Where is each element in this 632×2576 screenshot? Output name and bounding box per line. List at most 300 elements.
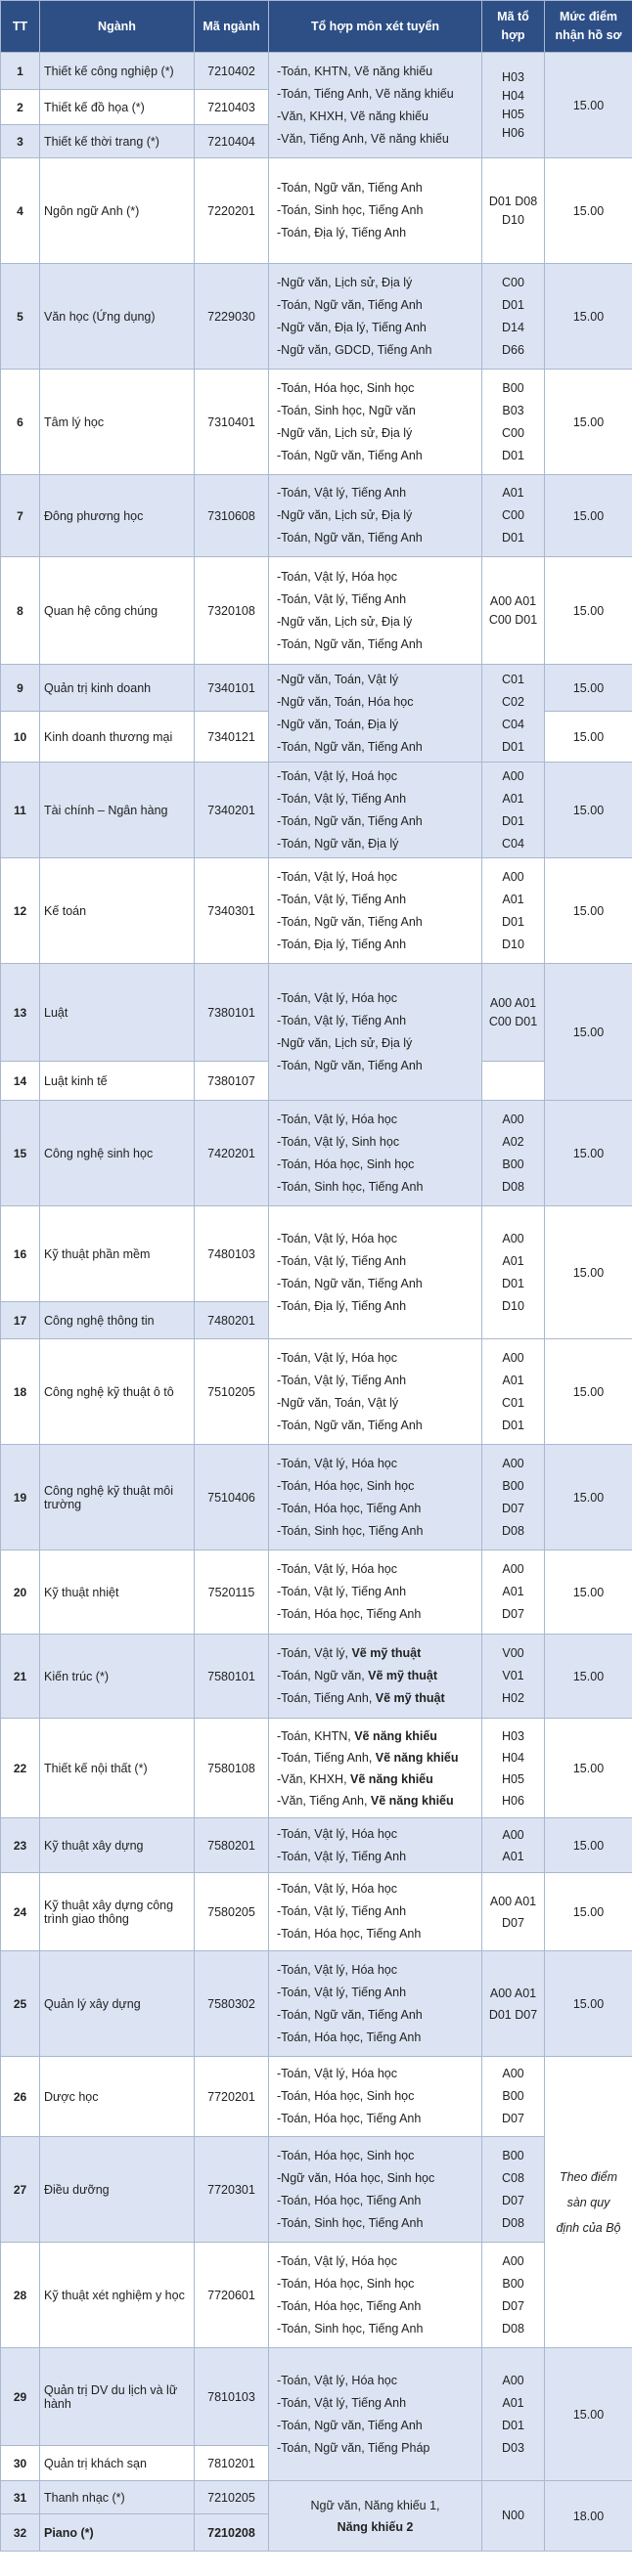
- code-line: D01 D07: [488, 2007, 538, 2022]
- row-code: 7210404: [195, 125, 269, 158]
- header-ma-nganh: Mã ngành: [195, 1, 269, 53]
- code-line: D01: [502, 1276, 524, 1290]
- score-cell: 15.00: [545, 1818, 632, 1873]
- row-name: Tài chính – Ngân hàng: [40, 763, 195, 858]
- code-line: B00: [502, 2276, 524, 2291]
- row-code: 7720601: [195, 2243, 269, 2348]
- row-tt: 3: [1, 125, 40, 158]
- score-cell: 15.00: [545, 712, 632, 763]
- code-line: D07: [502, 2193, 524, 2207]
- subject-line: -Ngữ văn, Hóa học, Sinh học: [277, 2170, 435, 2185]
- code-line: H06: [502, 1793, 524, 1808]
- score-cell: 15.00: [545, 665, 632, 712]
- code-line: C00 D01: [488, 612, 538, 627]
- subject-line: -Toán, Ngữ văn, Tiếng Anh: [277, 1276, 423, 1290]
- subject-line: -Toán, KHTN, Vẽ năng khiếu: [277, 64, 433, 78]
- score-cell: 15.00: [545, 964, 632, 1101]
- subject-line: -Toán, Vật lý, Tiếng Anh: [277, 486, 407, 500]
- subjects-cell: [269, 1951, 482, 2057]
- code-line: A00: [502, 1456, 524, 1470]
- code-line: D07: [502, 1501, 524, 1515]
- code-line: A00: [502, 1562, 524, 1576]
- table-row: [1, 763, 632, 858]
- header-to-hop: Tổ hợp môn xét tuyển: [269, 1, 482, 53]
- subject-line: -Toán, Vật lý, Tiếng Anh: [277, 1373, 407, 1387]
- subjects-cell: [269, 1339, 482, 1445]
- subject-line: -Toán, Vật lý, Hóa học: [277, 1562, 397, 1576]
- codes-cell: [482, 2348, 545, 2481]
- subject-line: -Toán, Địa lý, Tiếng Anh: [277, 1298, 407, 1313]
- code-line: D01: [502, 1418, 524, 1432]
- table-row: [1, 2348, 632, 2446]
- codes-cell: [482, 557, 545, 665]
- table-row: [1, 557, 632, 665]
- table-row: [1, 1818, 632, 1873]
- row-tt: 30: [1, 2446, 40, 2481]
- subject-line: -Toán, Sinh học, Ngữ văn: [277, 403, 416, 417]
- codes-cell: [482, 1339, 545, 1445]
- subject-line: -Toán, Sinh học, Tiếng Anh: [277, 2215, 424, 2230]
- subject-line: -Ngữ văn, Toán, Vật lý: [277, 672, 399, 686]
- header-tt: TT: [1, 1, 40, 53]
- subject-line: -Toán, Hóa học, Sinh học: [277, 1478, 415, 1493]
- row-tt: 4: [1, 158, 40, 264]
- empty-codes-cell: [482, 1062, 545, 1101]
- subject-line: -Ngữ văn, GDCD, Tiếng Anh: [277, 342, 432, 357]
- subject-line: -Toán, Vật lý, Hóa học: [277, 1231, 397, 1245]
- row-code: 7720201: [195, 2057, 269, 2137]
- code-line: B00: [502, 2148, 524, 2162]
- row-tt: 5: [1, 264, 40, 370]
- subject-line: -Toán, Vật lý, Hóa học: [277, 2253, 397, 2268]
- subject-line: [277, 1725, 474, 1747]
- score-cell: 15.00: [545, 53, 632, 158]
- code-line: C00: [502, 275, 524, 289]
- row-code: 7510205: [195, 1339, 269, 1445]
- row-code: 7580108: [195, 1719, 269, 1818]
- subject-line: -Văn, Tiếng Anh, Vẽ năng khiếu: [277, 131, 449, 146]
- row-name: Công nghệ sinh học: [40, 1101, 195, 1206]
- table-row: [1, 1873, 632, 1951]
- row-tt: 27: [1, 2137, 40, 2243]
- code-line: D14: [502, 320, 524, 334]
- row-code: 7310608: [195, 475, 269, 557]
- header-nganh: Ngành: [40, 1, 195, 53]
- row-name: Kiến trúc (*): [40, 1635, 195, 1719]
- code-line: D03: [502, 2440, 524, 2455]
- code-line: D07: [502, 2298, 524, 2313]
- subjects-cell: [269, 158, 482, 264]
- row-name: Luật: [40, 964, 195, 1062]
- subject-line: -Toán, Ngữ văn, Tiếng Anh: [277, 531, 423, 545]
- score-cell: 15.00: [545, 1719, 632, 1818]
- codes-cell: [482, 1206, 545, 1339]
- subjects-cell: [269, 475, 482, 557]
- code-line: H03: [502, 1728, 524, 1743]
- subject-line: -Toán, Vật lý, Hóa học: [277, 569, 397, 584]
- subjects-cell: [269, 53, 482, 158]
- code-line: A00: [502, 2253, 524, 2268]
- row-tt: 17: [1, 1302, 40, 1339]
- subject-text: -Toán, KHTN,: [277, 1728, 355, 1743]
- row-tt: 8: [1, 557, 40, 665]
- subject-line: [277, 1687, 474, 1710]
- subject-text: -Văn, Tiếng Anh,: [277, 1793, 371, 1808]
- subjects-cell: [269, 2057, 482, 2137]
- code-line: H03: [502, 69, 524, 84]
- header-ma-to-hop: Mã tổ hợp: [482, 1, 545, 53]
- code-line: D07: [502, 2112, 524, 2125]
- row-tt: 28: [1, 2243, 40, 2348]
- codes-cell: [482, 2057, 545, 2137]
- code-line: A00: [502, 1827, 524, 1842]
- row-name: Kỹ thuật phần mềm: [40, 1206, 195, 1302]
- score-cell: 15.00: [545, 557, 632, 665]
- row-tt: 20: [1, 1550, 40, 1635]
- row-name: Kỹ thuật xét nghiệm y học: [40, 2243, 195, 2348]
- code-line: A01: [502, 1253, 524, 1268]
- row-tt: 15: [1, 1101, 40, 1206]
- code-line: H02: [502, 1691, 524, 1705]
- table-row: [1, 964, 632, 1062]
- row-tt: 23: [1, 1818, 40, 1873]
- subject-line-bold: Năng khiếu 2: [337, 2519, 414, 2534]
- row-tt: 24: [1, 1873, 40, 1951]
- code-line: C02: [502, 694, 524, 709]
- subjects-cell: [269, 2481, 482, 2552]
- subject-line: -Toán, Ngữ văn, Tiếng Pháp: [277, 2440, 430, 2455]
- subject-line: -Toán, Vật lý, Tiếng Anh: [277, 591, 407, 606]
- subjects-cell: [269, 964, 482, 1101]
- codes-cell: [482, 1873, 545, 1951]
- subjects-cell: [269, 763, 482, 858]
- subject-line: -Toán, Vật lý, Tiếng Anh: [277, 1985, 407, 1999]
- score-cell: 15.00: [545, 1101, 632, 1206]
- code-line: A00: [502, 1112, 524, 1126]
- code-line: C04: [502, 836, 524, 851]
- codes-cell: [482, 1951, 545, 2057]
- row-tt: 29: [1, 2348, 40, 2446]
- code-line: V00: [502, 1646, 524, 1660]
- subject-line: -Toán, Ngữ văn, Tiếng Anh: [277, 2007, 423, 2022]
- code-line: D08: [502, 1523, 524, 1538]
- code-line: A01: [502, 1373, 524, 1387]
- subject-bold: Vẽ năng khiếu: [350, 1771, 433, 1786]
- subject-line: -Toán, Vật lý, Tiếng Anh: [277, 791, 407, 806]
- subject-line: -Ngữ văn, Toán, Vật lý: [277, 1395, 399, 1410]
- subjects-cell: [269, 665, 482, 763]
- subject-line: -Toán, Ngữ văn, Địa lý: [277, 836, 399, 851]
- subject-line: -Toán, Tiếng Anh, Vẽ năng khiếu: [277, 86, 454, 101]
- subject-line: -Toán, Hóa học, Tiếng Anh: [277, 2298, 422, 2313]
- code-line: A00: [502, 768, 524, 783]
- table-row: [1, 53, 632, 90]
- code-line: A00: [502, 1231, 524, 1245]
- code-line: A00 A01: [489, 1986, 537, 2000]
- row-code: 7310401: [195, 370, 269, 475]
- code-line: D01: [502, 2418, 524, 2432]
- subject-line: -Toán, Hóa học, Tiếng Anh: [277, 1927, 422, 1941]
- table-row: [1, 1339, 632, 1445]
- subjects-cell: [269, 370, 482, 475]
- codes-cell: [482, 858, 545, 964]
- subjects-cell: [269, 557, 482, 665]
- row-code: 7520115: [195, 1550, 269, 1635]
- row-code: 7220201: [195, 158, 269, 264]
- row-name: Điều dưỡng: [40, 2137, 195, 2243]
- codes-cell: [482, 158, 545, 264]
- subject-line: -Toán, Vật lý, Hóa học: [277, 990, 397, 1005]
- codes-cell: [482, 475, 545, 557]
- row-name: Quan hệ công chúng: [40, 557, 195, 665]
- subject-line: -Toán, Sinh học, Tiếng Anh: [277, 2321, 424, 2336]
- table-row: [1, 1445, 632, 1550]
- subject-line: -Toán, Vật lý, Hóa học: [277, 2067, 397, 2080]
- score-cell: 15.00: [545, 370, 632, 475]
- code-line: D07: [502, 1915, 524, 1930]
- subject-line: -Toán, Vật lý, Hóa học: [277, 1826, 397, 1841]
- code-line: C00: [502, 508, 524, 522]
- subject-line: [277, 1747, 474, 1768]
- subject-line: -Toán, Địa lý, Tiếng Anh: [277, 226, 407, 240]
- subject-line: -Toán, Hóa học, Sinh học: [277, 380, 415, 395]
- score-cell: 15.00: [545, 264, 632, 370]
- subject-line: -Toán, Ngữ văn, Tiếng Anh: [277, 1058, 423, 1072]
- header-muc-diem: Mức điểm nhận hồ sơ: [545, 1, 632, 53]
- row-name: Thiết kế nội thất (*): [40, 1719, 195, 1818]
- subject-bold: Vẽ mỹ thuật: [351, 1646, 422, 1660]
- subject-line: -Toán, Vật lý, Tiếng Anh: [277, 1585, 407, 1598]
- subject-line: -Toán, Sinh học, Tiếng Anh: [277, 1179, 424, 1194]
- subject-bold: Vẽ năng khiếu: [354, 1728, 437, 1743]
- row-code: 7210402: [195, 53, 269, 90]
- subjects-cell: [269, 1550, 482, 1635]
- subject-line: -Ngữ văn, Địa lý, Tiếng Anh: [277, 320, 427, 334]
- row-name: Quản trị DV du lịch và lữ hành: [40, 2348, 195, 2446]
- row-tt: 16: [1, 1206, 40, 1302]
- row-tt: 10: [1, 712, 40, 763]
- subject-line: -Toán, Vật lý, Hóa học: [277, 1350, 397, 1365]
- table-row: [1, 665, 632, 712]
- codes-cell: [482, 1719, 545, 1818]
- subject-line: -Ngữ văn, Lịch sử, Địa lý: [277, 1035, 413, 1050]
- theo-line: sàn quy: [566, 2195, 610, 2209]
- table-row: [1, 2481, 632, 2514]
- subject-line: -Toán, Sinh học, Tiếng Anh: [277, 1523, 424, 1538]
- row-tt: 14: [1, 1062, 40, 1101]
- subject-line: -Toán, Vật lý, Tiếng Anh: [277, 1253, 407, 1268]
- subject-line: -Toán, Ngữ văn, Tiếng Anh: [277, 297, 423, 312]
- row-name: Kỹ thuật xây dựng công trình giao thông: [40, 1873, 195, 1951]
- score-cell: 15.00: [545, 1339, 632, 1445]
- code-line: D08: [502, 2215, 524, 2230]
- subject-line: -Toán, Hóa học, Tiếng Anh: [277, 1607, 422, 1621]
- table-header-row: [1, 1, 632, 53]
- score-cell: 15.00: [545, 1445, 632, 1550]
- table-row: [1, 858, 632, 964]
- codes-cell: [482, 264, 545, 370]
- row-tt: 21: [1, 1635, 40, 1719]
- code-line: D08: [502, 2321, 524, 2336]
- code-line: A01: [502, 1585, 524, 1598]
- code-line: V01: [502, 1669, 524, 1682]
- code-line: A00: [502, 869, 524, 884]
- subject-line: -Toán, Vật lý, Tiếng Anh: [277, 1904, 407, 1918]
- subject-line: -Toán, Vật lý, Hóa học: [277, 2373, 397, 2387]
- subject-line: -Toán, Hóa học, Sinh học: [277, 2148, 415, 2162]
- row-code: 7340121: [195, 712, 269, 763]
- row-code: 7580302: [195, 1951, 269, 2057]
- row-name: Ngôn ngữ Anh (*): [40, 158, 195, 264]
- row-name: Dược học: [40, 2057, 195, 2137]
- score-cell: 15.00: [545, 1951, 632, 2057]
- subject-line: [277, 1642, 474, 1665]
- code-line: B00: [502, 380, 524, 395]
- codes-cell: [482, 1101, 545, 1206]
- theo-diem-san-text: [556, 2164, 620, 2241]
- row-tt: 1: [1, 53, 40, 90]
- score-cell: 15.00: [545, 1635, 632, 1719]
- row-tt: 13: [1, 964, 40, 1062]
- code-line: D01: [502, 297, 524, 312]
- score-cell: 18.00: [545, 2481, 632, 2552]
- codes-cell: [482, 665, 545, 763]
- row-code: 7210403: [195, 90, 269, 125]
- row-tt: 7: [1, 475, 40, 557]
- code-line: A00: [502, 2067, 524, 2080]
- code-line: A01: [502, 486, 524, 500]
- row-code: 7229030: [195, 264, 269, 370]
- subject-line: -Toán, Hóa học, Tiếng Anh: [277, 2030, 422, 2044]
- subject-text: -Toán, Tiếng Anh,: [277, 1691, 376, 1705]
- row-name: Kế toán: [40, 858, 195, 964]
- row-code: 7510406: [195, 1445, 269, 1550]
- subjects-cell: [269, 1818, 482, 1873]
- row-code: 7480201: [195, 1302, 269, 1339]
- row-tt: 26: [1, 2057, 40, 2137]
- row-name: Luật kinh tế: [40, 1062, 195, 1101]
- code-line: A01: [502, 892, 524, 906]
- subject-line: -Ngữ văn, Toán, Hóa học: [277, 694, 414, 709]
- subject-line: -Toán, Hóa học, Tiếng Anh: [277, 2193, 422, 2207]
- code-line: A01: [502, 791, 524, 806]
- subjects-cell: [269, 1101, 482, 1206]
- row-tt: 25: [1, 1951, 40, 2057]
- row-code: 7320108: [195, 557, 269, 665]
- subject-line: -Toán, Vật lý, Hóa học: [277, 1112, 397, 1126]
- row-code: 7380101: [195, 964, 269, 1062]
- subject-line: -Toán, Vật lý, Hóa học: [277, 1456, 397, 1470]
- table-row: [1, 1635, 632, 1719]
- code-line: H04: [502, 1750, 524, 1765]
- subject-line: -Ngữ văn, Lịch sử, Địa lý: [277, 614, 413, 629]
- subject-line: [277, 1665, 474, 1687]
- row-name: Công nghệ thông tin: [40, 1302, 195, 1339]
- code-line: C08: [502, 2170, 524, 2185]
- row-tt: 32: [1, 2514, 40, 2552]
- row-code: 7480103: [195, 1206, 269, 1302]
- row-code: 7340101: [195, 665, 269, 712]
- code-line: A01: [502, 1849, 524, 1863]
- codes-cell: [482, 370, 545, 475]
- code-line: H05: [502, 107, 524, 121]
- subjects-cell: [269, 1206, 482, 1339]
- code-line: A00: [502, 1350, 524, 1365]
- row-name: Văn học (Ứng dụng): [40, 264, 195, 370]
- subject-line: -Toán, Hóa học, Sinh học: [277, 2089, 415, 2103]
- row-tt: 18: [1, 1339, 40, 1445]
- subject-line: -Ngữ văn, Lịch sử, Địa lý: [277, 508, 413, 522]
- code-line: D01 D08: [488, 194, 538, 208]
- codes-cell: [482, 763, 545, 858]
- subject-line: -Toán, Ngữ văn, Tiếng Anh: [277, 448, 423, 462]
- row-tt: 2: [1, 90, 40, 125]
- row-code: 7340201: [195, 763, 269, 858]
- subject-line: -Văn, KHXH, Vẽ năng khiếu: [277, 109, 429, 123]
- row-code: 7380107: [195, 1062, 269, 1101]
- row-name: Công nghệ kỹ thuật ô tô: [40, 1339, 195, 1445]
- codes-cell: [482, 1818, 545, 1873]
- subject-line: -Toán, Vật lý, Sinh học: [277, 1134, 400, 1149]
- table-row: [1, 2057, 632, 2137]
- code-line: A00 A01: [489, 1894, 537, 1908]
- row-name: Kinh doanh thương mại: [40, 712, 195, 763]
- subjects-cell: [269, 1445, 482, 1550]
- codes-cell: [482, 964, 545, 1062]
- row-tt: 22: [1, 1719, 40, 1818]
- row-tt: 9: [1, 665, 40, 712]
- code-line: B00: [502, 1478, 524, 1493]
- subject-text: -Văn, KHXH,: [277, 1771, 351, 1786]
- row-code: 7340301: [195, 858, 269, 964]
- code-line: C00: [502, 425, 524, 440]
- subject-line: -Toán, Hóa học, Tiếng Anh: [277, 1501, 422, 1515]
- row-code: 7210208: [195, 2514, 269, 2552]
- subject-line: -Toán, Vật lý, Hóa học: [277, 1962, 397, 1977]
- subject-line: -Toán, Vật lý, Hoá học: [277, 768, 397, 783]
- code-line: H05: [502, 1771, 524, 1786]
- codes-cell: N00: [482, 2481, 545, 2552]
- row-name: Quản trị khách sạn: [40, 2446, 195, 2481]
- subjects-cell: [269, 264, 482, 370]
- subject-line: -Toán, Địa lý, Tiếng Anh: [277, 937, 407, 951]
- row-name: Thiết kế đồ họa (*): [40, 90, 195, 125]
- row-code: 7580101: [195, 1635, 269, 1719]
- row-name: Đông phương học: [40, 475, 195, 557]
- score-cell: 15.00: [545, 763, 632, 858]
- subjects-cell: [269, 1719, 482, 1818]
- subject-line: -Toán, Hóa học, Tiếng Anh: [277, 2112, 422, 2125]
- subject-text: -Toán, Ngữ văn,: [277, 1669, 369, 1682]
- subject-bold: Vẽ mỹ thuật: [375, 1691, 445, 1705]
- score-cell: 15.00: [545, 475, 632, 557]
- row-code: 7810103: [195, 2348, 269, 2446]
- subject-line: -Toán, Vật lý, Hóa học: [277, 1882, 397, 1896]
- subjects-cell: [269, 1635, 482, 1719]
- subject-bold: Vẽ năng khiếu: [370, 1793, 454, 1808]
- subject-line: -Toán, Vật lý, Tiếng Anh: [277, 1849, 407, 1863]
- subject-line: -Toán, Ngữ văn, Tiếng Anh: [277, 739, 423, 754]
- code-line: B00: [502, 1157, 524, 1171]
- code-line: A00: [502, 2373, 524, 2387]
- table-row: [1, 158, 632, 264]
- table-row: [1, 2243, 632, 2348]
- subjects-cell: [269, 2137, 482, 2243]
- table-row: [1, 2137, 632, 2243]
- code-line: D01: [502, 531, 524, 545]
- theo-diem-san-cell: [545, 2057, 632, 2348]
- score-cell: 15.00: [545, 1206, 632, 1339]
